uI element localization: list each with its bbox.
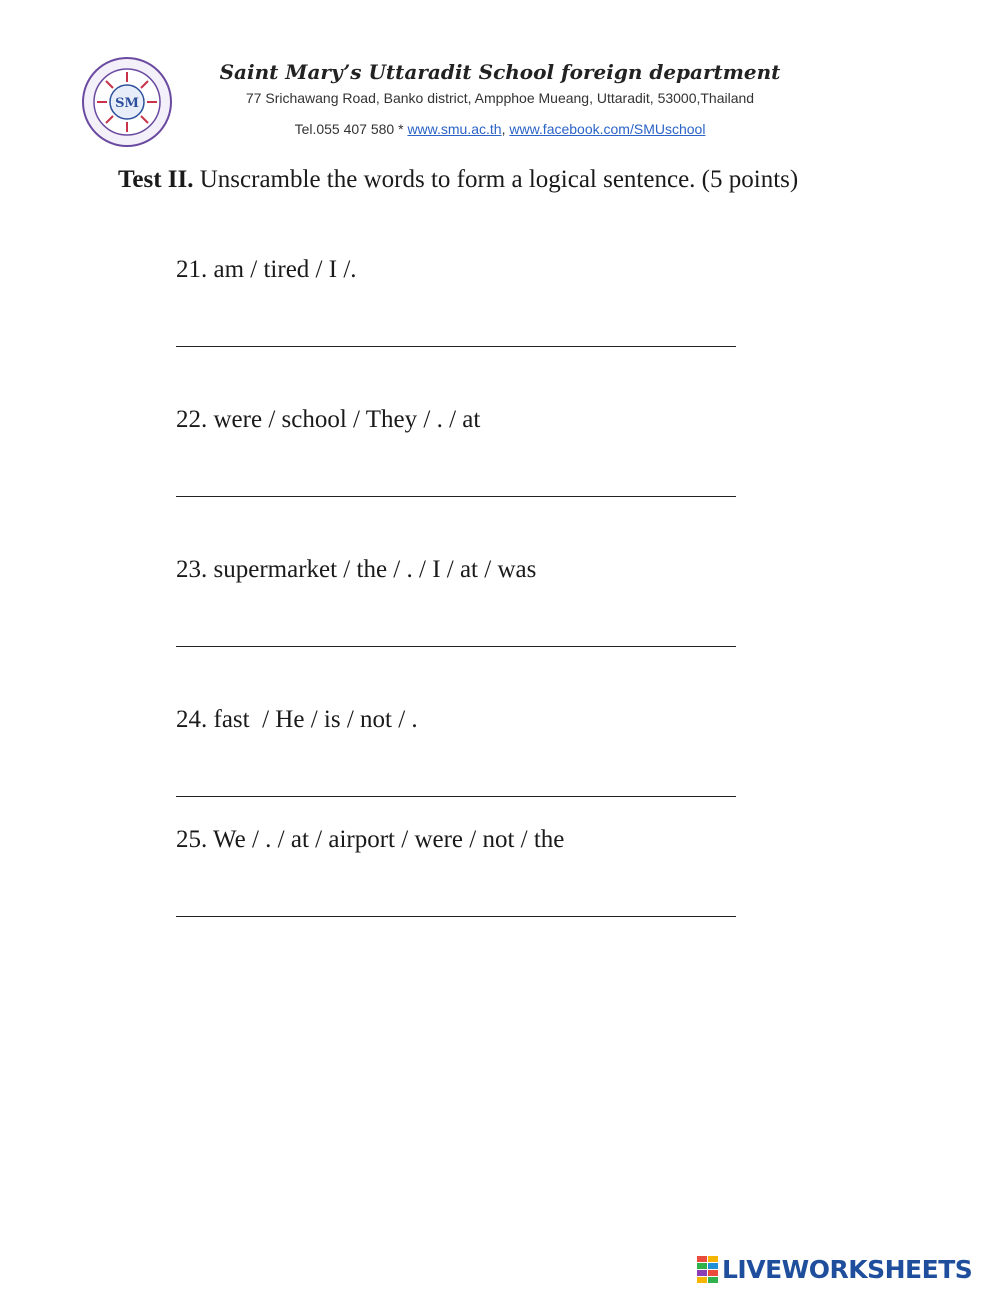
question-21-answer[interactable]: [176, 314, 736, 347]
liveworksheets-logo-icon: [697, 1256, 719, 1284]
question-25-answer[interactable]: [176, 884, 736, 917]
school-logo: [81, 56, 173, 148]
question-24-prompt: 24. fast / He / is / not / .: [176, 706, 418, 733]
liveworksheets-brand: [697, 1254, 972, 1286]
school-contact: [200, 121, 800, 137]
test-instruction: [118, 166, 798, 194]
telephone: Tel.055 407 580 *: [294, 121, 408, 137]
question-22-answer[interactable]: [176, 464, 736, 497]
question-25-prompt: 25. We / . / at / airport / were / not / the: [176, 826, 565, 853]
instruction-text: Unscramble the words to form a logical sentence. (5 points): [193, 166, 799, 193]
link-separator: ,: [501, 121, 510, 137]
question-22-prompt: 22. were / school / They / . / at: [176, 406, 481, 433]
question-21-prompt: 21. am / tired / I /.: [176, 256, 357, 283]
question-23-prompt: 23. supermarket / the / . / I / at / was: [176, 556, 537, 583]
test-label: Test II.: [118, 166, 194, 193]
school-address: 77 Srichawang Road, Banko district, Ampphoe Mueang, Uttaradit, 53000,Thailand: [245, 90, 755, 106]
website-link[interactable]: www.smu.ac.th: [407, 121, 502, 137]
school-name: Saint Mary’s Uttaradit School foreign department: [219, 60, 781, 84]
logo-initials: SM: [115, 96, 139, 111]
facebook-link[interactable]: www.facebook.com/SMUschool: [509, 121, 706, 137]
liveworksheets-wordmark: LIVEWORKSHEETS: [722, 1255, 973, 1284]
question-23-answer[interactable]: [176, 614, 736, 647]
question-24-answer[interactable]: [176, 764, 736, 797]
